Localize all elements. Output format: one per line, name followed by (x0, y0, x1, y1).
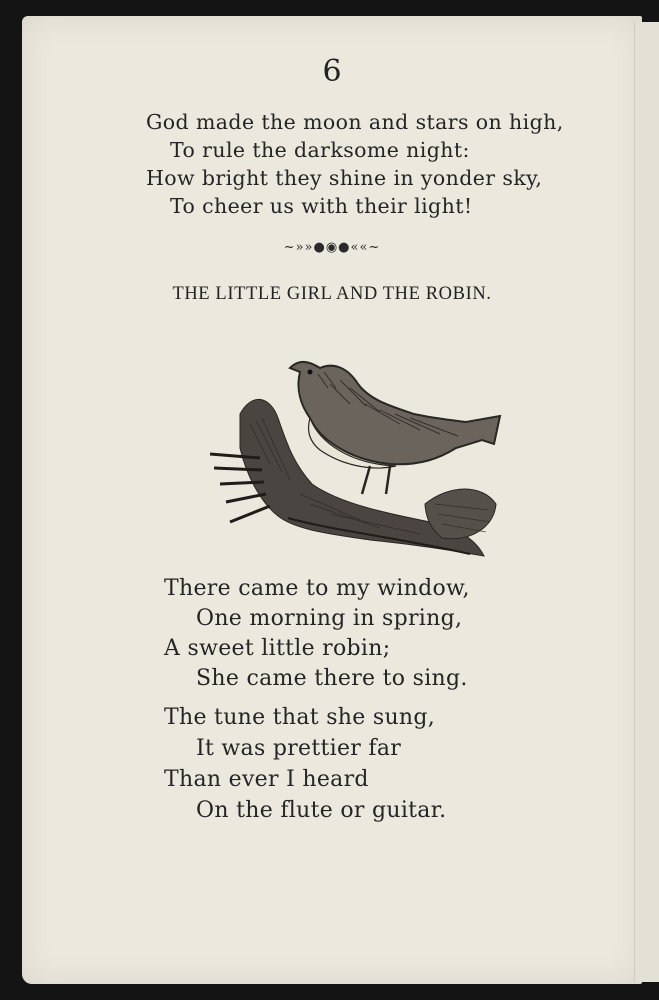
poem-line: She came there to sing. (196, 666, 468, 691)
robin-woodcut-illustration (200, 344, 506, 574)
facing-page-edge (634, 22, 659, 982)
poem-line: One morning in spring, (196, 606, 463, 631)
poem-stanza-robin-2 (164, 702, 446, 826)
section-ornament: ~»»●◉●««~ (283, 240, 381, 255)
poem-line: A sweet little robin; (164, 636, 391, 661)
poem-line: There came to my window, (164, 576, 470, 601)
poem-line: The tune that she sung, (164, 705, 436, 730)
book-page (22, 16, 642, 984)
poem-line: God made the moon and stars on high, (146, 110, 564, 134)
poem-line: To cheer us with their light! (170, 194, 473, 218)
poem-title: THE LITTLE GIRL AND THE ROBIN. (172, 284, 492, 304)
poem-line: How bright they shine in yonder sky, (146, 166, 543, 190)
poem-line: To rule the darksome night: (170, 138, 470, 162)
poem-stanza-robin-1 (164, 574, 470, 694)
page-number: 6 (322, 54, 342, 89)
poem-line: It was prettier far (196, 736, 402, 761)
poem-line: Than ever I heard (164, 767, 369, 792)
poem-line: On the flute or guitar. (196, 798, 447, 823)
poem-stanza-moon (146, 108, 564, 220)
